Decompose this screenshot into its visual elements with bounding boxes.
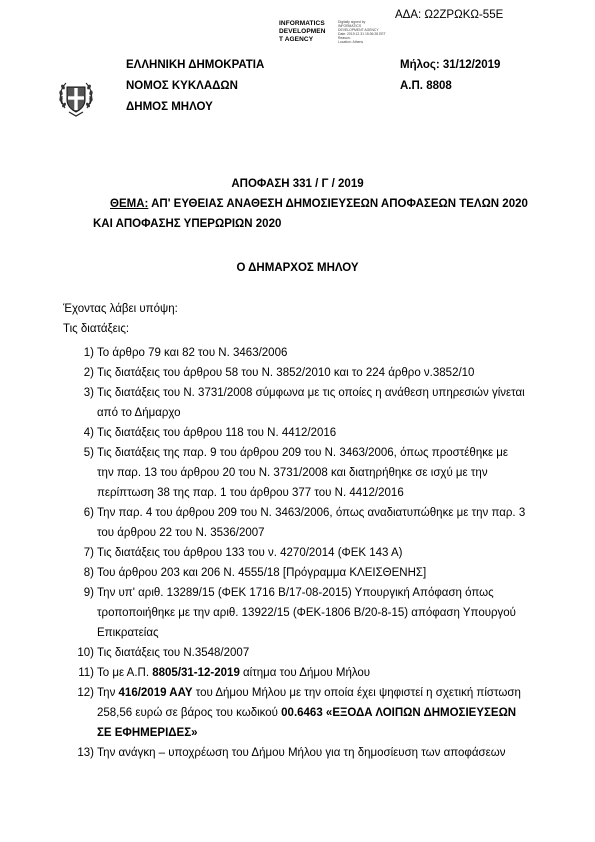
signature-agency-name: INFORMATICS DEVELOPMEN T AGENCY xyxy=(279,20,326,43)
list-item: 7) Τις διατάξεις του άρθρου 133 του ν. 4270/2014 (ΦΕΚ 143 Α) xyxy=(83,547,403,559)
list-item: 3) Τις διατάξεις του Ν. 3731/2008 σύμφωνα με τις οποίες η ανάθεση υπηρεσιών γίνεται από το Δήμαρχο xyxy=(83,387,525,419)
list-item: 6) Την παρ. 4 του άρθρου 209 του Ν. 3463/2006, όπως αναδιατυπώθηκε με την παρ. 3 του άρθρου 22 του Ν. 3536/2007 xyxy=(83,507,526,539)
subject-line-2: ΚΑΙ ΑΠΟΦΑΣΗΣ ΥΠΕΡΩΡΙΩΝ 2020 xyxy=(93,218,282,230)
intro-provisions: Τις διατάξεις: xyxy=(63,323,130,335)
list-item: 8) Του άρθρου 203 και 206 Ν. 4555/18 [Πρόγραμμα ΚΛΕΙΣΘΕΝΗΣ] xyxy=(83,567,427,579)
list-item: 9) Την υπ' αριθ. 13289/15 (ΦΕΚ 1716 Β/17-08-2015) Υπουργική Απόφαση όπως τροποποιήθηκε με την αριθ. 13922/15 (ΦΕΚ-1806 Β/20-8-15) απόφαση Υπουργού Επικρατείας xyxy=(83,587,516,639)
subject-line xyxy=(110,198,528,210)
header-republic: ΕΛΛΗΝΙΚΗ ΔΗΜΟΚΡΑΤΙΑ xyxy=(126,59,265,71)
greek-coat-of-arms-icon xyxy=(57,78,95,118)
ada-code: ΑΔΑ: Ω2ΖΡΩΚΩ-55Ε xyxy=(395,9,504,21)
list-item: 1) Το άρθρο 79 και 82 του Ν. 3463/2006 xyxy=(83,347,288,359)
signature-details: Digitally signed by INFORMATICS DEVELOPMENT AGENCY Date: 2019.12.31 15:36:28 EET Reason: Location: Athens xyxy=(338,20,386,45)
list-item: 13) Την ανάγκη – υποχρέωση του Δήμου Μήλου για τη δημοσίευση των αποφάσεων xyxy=(77,747,506,759)
subject-label: ΘΕΜΑ: xyxy=(110,198,149,210)
subject-text: ΑΠ' ΕΥΘΕΙΑΣ ΑΝΑΘΕΣΗ ΔΗΜΟΣΙΕΥΣΕΩΝ ΑΠΟΦΑΣΕΩΝ ΤΕΛΩΝ 2020 xyxy=(148,198,528,210)
intro-considering: Έχοντας λάβει υπόψη: xyxy=(63,303,178,315)
provisions-list xyxy=(62,343,548,763)
list-item: 10) Τις διατάξεις του Ν.3548/2007 xyxy=(77,647,250,659)
decision-title: ΑΠΟΦΑΣΗ 331 / Γ / 2019 xyxy=(231,178,364,190)
header-municipality: ΔΗΜΟΣ ΜΗΛΟΥ xyxy=(126,101,213,113)
list-item: 2) Τις διατάξεις του άρθρου 58 του Ν. 3852/2010 και το 224 άρθρο ν.3852/10 xyxy=(83,367,475,379)
list-item: 4) Τις διατάξεις του άρθρου 118 του Ν. 4412/2016 xyxy=(83,427,337,439)
header-protocol-number: Α.Π. 8808 xyxy=(400,80,452,92)
header-prefecture: ΝΟΜΟΣ ΚΥΚΛΑΔΩΝ xyxy=(126,80,238,92)
list-item: 5) Τις διατάξεις της παρ. 9 του άρθρου 209 του Ν. 3463/2006, όπως προστέθηκε με την παρ. 13 του άρθρου 20 του Ν. 3731/2008 και διατηρήθηκε σε ισχύ με την περίπτωση 38 της παρ. 1 του άρθρου 377 του Ν. 4412/2016 xyxy=(83,447,509,499)
header-date: Μήλος: 31/12/2019 xyxy=(400,59,501,71)
list-item: 11) Το με Α.Π. 8805/31-12-2019 αίτημα του Δήμου Μήλου xyxy=(78,667,371,679)
list-item: 12) Την 416/2019 ΑΑΥ του Δήμου Μήλου με την οποία έχει ψηφιστεί η σχετική πίστωση 258,56 ευρώ σε βάρος του κωδικού 00.6463 «ΕΞΟΔΑ ΛΟΙΠΩΝ ΔΗΜΟΣΙΕΥΣΕΩΝ ΣΕ ΕΦΗΜΕΡΙΔΕΣ» xyxy=(77,687,521,739)
mayor-heading: Ο ΔΗΜΑΡΧΟΣ ΜΗΛΟΥ xyxy=(236,262,359,274)
